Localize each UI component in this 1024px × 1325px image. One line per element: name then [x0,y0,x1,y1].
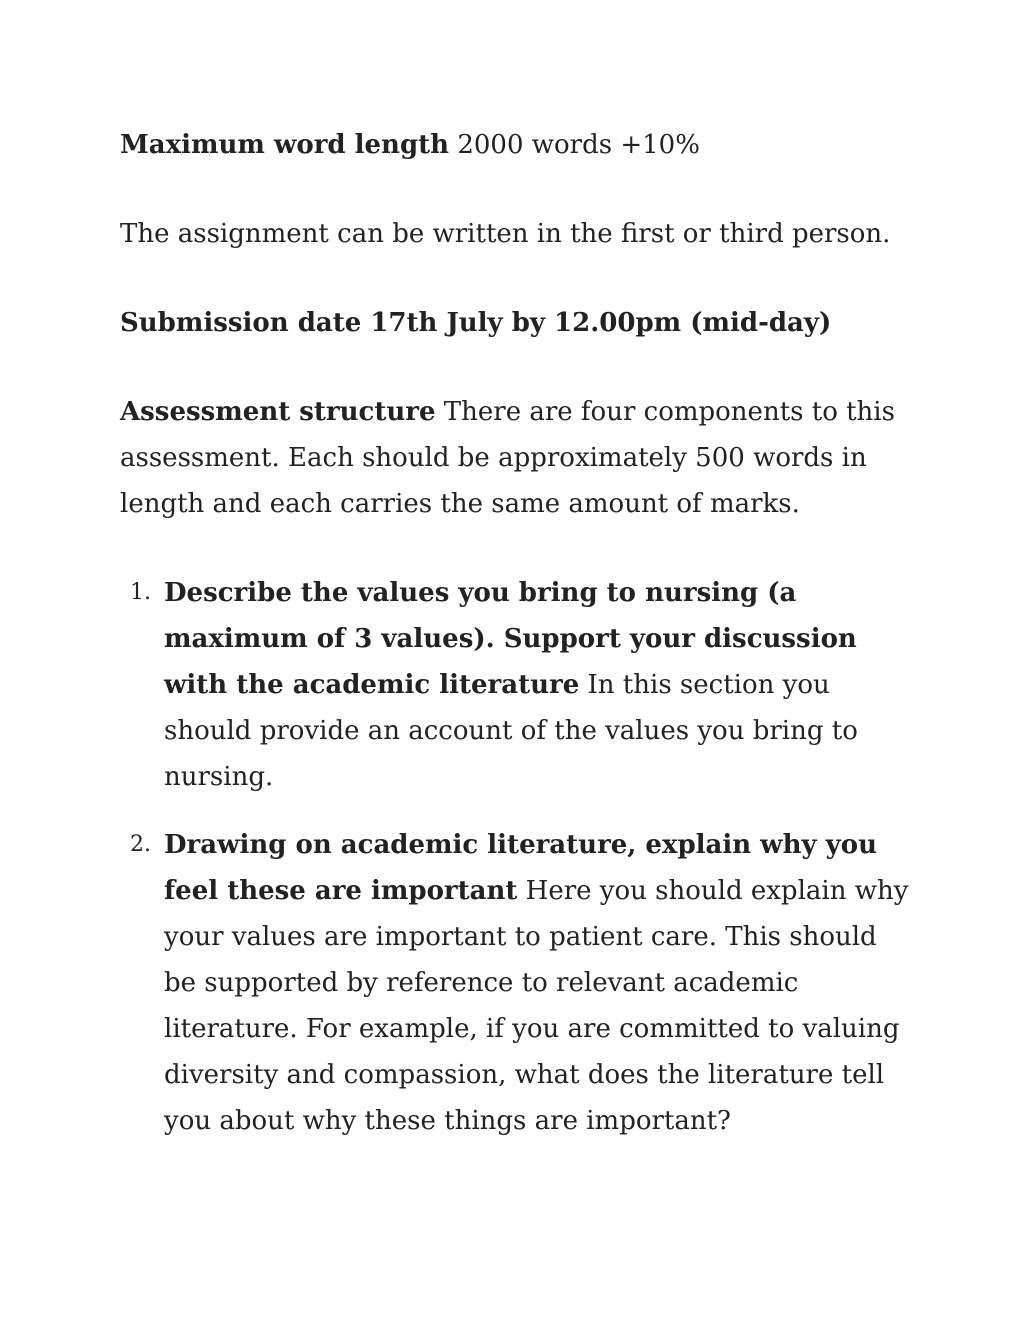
word-length-paragraph [120,122,910,168]
assessment-structure-label: Assessment structure [120,397,436,427]
word-length-value: 2000 words +10% [449,130,700,160]
list-item-heading: Describe the values you bring to nursing (a maximum of 3 values). Support your discussion with the academic literature [164,578,857,700]
assessment-structure-text: There are four components to this assessment. Each should be approximately 500 words in length and each carries the same amount of marks. [120,397,895,519]
list-item-text: Here you should explain why your values are important to patient care. This should be supported by reference to relevant academic literature. For example, if you are committed to valuing diversity and compassion, what does the literature tell you about why these things are important? [164,876,909,1136]
list-item-text: In this section you should provide an account of the values you bring to nursing. [164,670,858,792]
components-list [120,570,910,1144]
word-length-label: Maximum word length [120,130,450,160]
document-page [120,122,910,1166]
list-item-heading: Drawing on academic literature, explain why you feel these are important [164,830,877,906]
submission-date: Submission date 17th July by 12.00pm (mid-day) [120,308,832,338]
list-item-number: 2. [130,832,151,857]
list-item [120,570,910,800]
person-note: The assignment can be written in the first or third person. [120,219,891,249]
assessment-structure-paragraph [120,389,910,527]
list-item [120,822,910,1144]
list-item-number: 1. [130,580,151,605]
